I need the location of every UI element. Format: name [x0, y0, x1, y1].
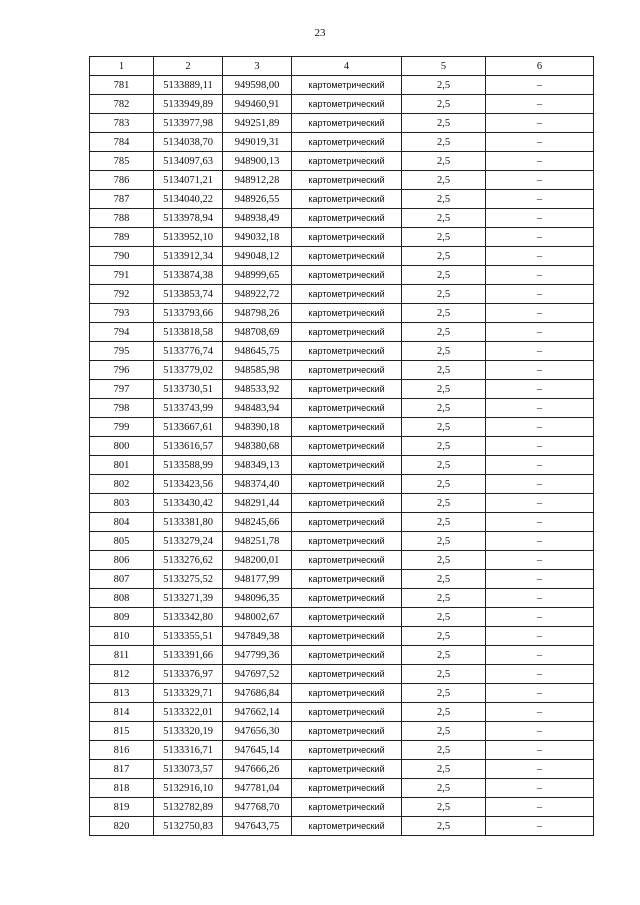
cell-point-number: 815	[90, 722, 154, 741]
cell-method: картометрический	[292, 456, 402, 475]
cell-method: картометрический	[292, 209, 402, 228]
cell-accuracy: 2,5	[402, 817, 486, 836]
cell-x: 5133376,97	[154, 665, 223, 684]
cell-y: 949032,18	[223, 228, 292, 247]
cell-x: 5134038,70	[154, 133, 223, 152]
cell-description: –	[486, 228, 594, 247]
column-header-point-number: 1	[90, 57, 154, 76]
cell-accuracy: 2,5	[402, 741, 486, 760]
cell-method: картометрический	[292, 152, 402, 171]
cell-description: –	[486, 646, 594, 665]
cell-point-number: 796	[90, 361, 154, 380]
cell-x: 5133952,10	[154, 228, 223, 247]
cell-point-number: 794	[90, 323, 154, 342]
cell-accuracy: 2,5	[402, 247, 486, 266]
cell-y: 947656,30	[223, 722, 292, 741]
cell-accuracy: 2,5	[402, 342, 486, 361]
cell-accuracy: 2,5	[402, 627, 486, 646]
cell-x: 5133275,52	[154, 570, 223, 589]
cell-method: картометрический	[292, 380, 402, 399]
cell-accuracy: 2,5	[402, 266, 486, 285]
table-row	[90, 247, 594, 266]
cell-accuracy: 2,5	[402, 285, 486, 304]
cell-x: 5133279,24	[154, 532, 223, 551]
cell-accuracy: 2,5	[402, 95, 486, 114]
coordinates-table	[89, 56, 594, 836]
cell-accuracy: 2,5	[402, 589, 486, 608]
table-row	[90, 494, 594, 513]
cell-description: –	[486, 798, 594, 817]
cell-y: 949019,31	[223, 133, 292, 152]
table-row	[90, 475, 594, 494]
cell-description: –	[486, 209, 594, 228]
cell-accuracy: 2,5	[402, 133, 486, 152]
table-row	[90, 798, 594, 817]
table-row	[90, 817, 594, 836]
cell-point-number: 781	[90, 76, 154, 95]
cell-description: –	[486, 741, 594, 760]
cell-point-number: 804	[90, 513, 154, 532]
cell-method: картометрический	[292, 722, 402, 741]
cell-description: –	[486, 608, 594, 627]
cell-description: –	[486, 418, 594, 437]
column-header-description: 6	[486, 57, 594, 76]
cell-point-number: 786	[90, 171, 154, 190]
cell-accuracy: 2,5	[402, 437, 486, 456]
cell-description: –	[486, 665, 594, 684]
cell-description: –	[486, 95, 594, 114]
cell-y: 948938,49	[223, 209, 292, 228]
cell-x: 5133949,89	[154, 95, 223, 114]
cell-method: картометрический	[292, 399, 402, 418]
cell-method: картометрический	[292, 627, 402, 646]
cell-y: 948002,67	[223, 608, 292, 627]
cell-method: картометрический	[292, 247, 402, 266]
cell-y: 949598,00	[223, 76, 292, 95]
cell-y: 948177,99	[223, 570, 292, 589]
cell-description: –	[486, 494, 594, 513]
cell-x: 5133743,99	[154, 399, 223, 418]
cell-method: картометрический	[292, 570, 402, 589]
cell-point-number: 787	[90, 190, 154, 209]
cell-method: картометрический	[292, 266, 402, 285]
cell-description: –	[486, 437, 594, 456]
cell-description: –	[486, 456, 594, 475]
cell-y: 947666,26	[223, 760, 292, 779]
page-number: 23	[314, 27, 326, 39]
table-row	[90, 323, 594, 342]
cell-point-number: 808	[90, 589, 154, 608]
cell-point-number: 790	[90, 247, 154, 266]
cell-point-number: 788	[90, 209, 154, 228]
cell-method: картометрический	[292, 133, 402, 152]
cell-x: 5133322,01	[154, 703, 223, 722]
cell-accuracy: 2,5	[402, 532, 486, 551]
cell-accuracy: 2,5	[402, 152, 486, 171]
cell-x: 5133776,74	[154, 342, 223, 361]
cell-x: 5134071,21	[154, 171, 223, 190]
cell-y: 948926,55	[223, 190, 292, 209]
cell-accuracy: 2,5	[402, 703, 486, 722]
table-row	[90, 228, 594, 247]
cell-point-number: 818	[90, 779, 154, 798]
cell-description: –	[486, 589, 594, 608]
table-body	[90, 76, 594, 836]
cell-accuracy: 2,5	[402, 114, 486, 133]
table-row	[90, 152, 594, 171]
cell-method: картометрический	[292, 532, 402, 551]
cell-x: 5133730,51	[154, 380, 223, 399]
cell-y: 948922,72	[223, 285, 292, 304]
cell-method: картометрический	[292, 95, 402, 114]
cell-x: 5134097,63	[154, 152, 223, 171]
cell-accuracy: 2,5	[402, 418, 486, 437]
cell-method: картометрический	[292, 228, 402, 247]
cell-y: 948251,78	[223, 532, 292, 551]
cell-accuracy: 2,5	[402, 665, 486, 684]
cell-point-number: 819	[90, 798, 154, 817]
cell-x: 5133912,34	[154, 247, 223, 266]
cell-description: –	[486, 532, 594, 551]
cell-point-number: 814	[90, 703, 154, 722]
cell-accuracy: 2,5	[402, 494, 486, 513]
cell-point-number: 783	[90, 114, 154, 133]
cell-accuracy: 2,5	[402, 171, 486, 190]
cell-x: 5133423,56	[154, 475, 223, 494]
cell-y: 947768,70	[223, 798, 292, 817]
cell-accuracy: 2,5	[402, 570, 486, 589]
cell-accuracy: 2,5	[402, 361, 486, 380]
cell-point-number: 795	[90, 342, 154, 361]
cell-point-number: 793	[90, 304, 154, 323]
cell-point-number: 817	[90, 760, 154, 779]
cell-accuracy: 2,5	[402, 760, 486, 779]
cell-method: картометрический	[292, 665, 402, 684]
cell-y: 949251,89	[223, 114, 292, 133]
table-row	[90, 703, 594, 722]
cell-x: 5132782,89	[154, 798, 223, 817]
cell-point-number: 800	[90, 437, 154, 456]
column-header-y: 3	[223, 57, 292, 76]
cell-x: 5133818,58	[154, 323, 223, 342]
cell-description: –	[486, 190, 594, 209]
cell-point-number: 811	[90, 646, 154, 665]
table-row	[90, 133, 594, 152]
table-row	[90, 570, 594, 589]
cell-method: картометрический	[292, 304, 402, 323]
cell-x: 5133874,38	[154, 266, 223, 285]
cell-y: 948585,98	[223, 361, 292, 380]
cell-point-number: 789	[90, 228, 154, 247]
cell-point-number: 820	[90, 817, 154, 836]
cell-description: –	[486, 133, 594, 152]
cell-method: картометрический	[292, 589, 402, 608]
table-row	[90, 304, 594, 323]
cell-accuracy: 2,5	[402, 304, 486, 323]
cell-description: –	[486, 817, 594, 836]
cell-point-number: 812	[90, 665, 154, 684]
cell-accuracy: 2,5	[402, 456, 486, 475]
cell-description: –	[486, 342, 594, 361]
table-row	[90, 418, 594, 437]
cell-x: 5134040,22	[154, 190, 223, 209]
table-row	[90, 171, 594, 190]
cell-x: 5133978,94	[154, 209, 223, 228]
cell-y: 948390,18	[223, 418, 292, 437]
table-row	[90, 608, 594, 627]
cell-description: –	[486, 380, 594, 399]
cell-method: картометрический	[292, 285, 402, 304]
cell-accuracy: 2,5	[402, 76, 486, 95]
cell-x: 5133316,71	[154, 741, 223, 760]
column-header-x: 2	[154, 57, 223, 76]
cell-x: 5133320,19	[154, 722, 223, 741]
cell-point-number: 802	[90, 475, 154, 494]
cell-accuracy: 2,5	[402, 190, 486, 209]
cell-description: –	[486, 684, 594, 703]
cell-point-number: 792	[90, 285, 154, 304]
cell-description: –	[486, 627, 594, 646]
cell-x: 5133853,74	[154, 285, 223, 304]
cell-description: –	[486, 114, 594, 133]
table-row	[90, 513, 594, 532]
table-row	[90, 627, 594, 646]
cell-method: картометрический	[292, 76, 402, 95]
cell-method: картометрический	[292, 798, 402, 817]
cell-y: 947849,38	[223, 627, 292, 646]
cell-method: картометрический	[292, 342, 402, 361]
table-row	[90, 399, 594, 418]
cell-y: 948533,92	[223, 380, 292, 399]
cell-point-number: 809	[90, 608, 154, 627]
cell-method: картометрический	[292, 684, 402, 703]
cell-y: 948096,35	[223, 589, 292, 608]
cell-y: 948708,69	[223, 323, 292, 342]
cell-description: –	[486, 323, 594, 342]
cell-method: картометрический	[292, 171, 402, 190]
cell-accuracy: 2,5	[402, 209, 486, 228]
cell-y: 947781,04	[223, 779, 292, 798]
cell-method: картометрический	[292, 437, 402, 456]
cell-accuracy: 2,5	[402, 323, 486, 342]
cell-description: –	[486, 760, 594, 779]
cell-method: картометрический	[292, 361, 402, 380]
table-row	[90, 779, 594, 798]
cell-y: 947662,14	[223, 703, 292, 722]
cell-x: 5133430,42	[154, 494, 223, 513]
cell-x: 5133271,39	[154, 589, 223, 608]
cell-x: 5133073,57	[154, 760, 223, 779]
column-header-accuracy: 5	[402, 57, 486, 76]
table-row	[90, 684, 594, 703]
cell-x: 5132916,10	[154, 779, 223, 798]
cell-point-number: 803	[90, 494, 154, 513]
cell-y: 948483,94	[223, 399, 292, 418]
cell-point-number: 791	[90, 266, 154, 285]
cell-y: 949048,12	[223, 247, 292, 266]
cell-description: –	[486, 513, 594, 532]
cell-description: –	[486, 722, 594, 741]
cell-y: 947799,36	[223, 646, 292, 665]
cell-point-number: 806	[90, 551, 154, 570]
table-row	[90, 190, 594, 209]
cell-x: 5133329,71	[154, 684, 223, 703]
table-row	[90, 589, 594, 608]
cell-y: 948798,26	[223, 304, 292, 323]
cell-description: –	[486, 703, 594, 722]
cell-accuracy: 2,5	[402, 684, 486, 703]
cell-accuracy: 2,5	[402, 513, 486, 532]
cell-y: 947686,84	[223, 684, 292, 703]
cell-y: 948999,65	[223, 266, 292, 285]
cell-description: –	[486, 152, 594, 171]
cell-x: 5132750,83	[154, 817, 223, 836]
table-row	[90, 646, 594, 665]
cell-y: 948245,66	[223, 513, 292, 532]
cell-y: 948200,01	[223, 551, 292, 570]
table-row	[90, 456, 594, 475]
cell-y: 948912,28	[223, 171, 292, 190]
table-row	[90, 76, 594, 95]
cell-x: 5133342,80	[154, 608, 223, 627]
cell-point-number: 810	[90, 627, 154, 646]
cell-method: картометрический	[292, 608, 402, 627]
cell-description: –	[486, 475, 594, 494]
cell-x: 5133276,62	[154, 551, 223, 570]
cell-x: 5133793,66	[154, 304, 223, 323]
cell-y: 948349,13	[223, 456, 292, 475]
cell-method: картометрический	[292, 703, 402, 722]
cell-y: 948380,68	[223, 437, 292, 456]
cell-description: –	[486, 285, 594, 304]
cell-method: картометрический	[292, 779, 402, 798]
table-row	[90, 209, 594, 228]
cell-accuracy: 2,5	[402, 646, 486, 665]
table-row	[90, 285, 594, 304]
cell-accuracy: 2,5	[402, 779, 486, 798]
cell-accuracy: 2,5	[402, 399, 486, 418]
cell-y: 949460,91	[223, 95, 292, 114]
cell-point-number: 816	[90, 741, 154, 760]
cell-x: 5133588,99	[154, 456, 223, 475]
cell-x: 5133381,80	[154, 513, 223, 532]
cell-method: картометрический	[292, 760, 402, 779]
cell-accuracy: 2,5	[402, 475, 486, 494]
cell-point-number: 784	[90, 133, 154, 152]
cell-method: картометрический	[292, 190, 402, 209]
cell-point-number: 798	[90, 399, 154, 418]
cell-x: 5133391,66	[154, 646, 223, 665]
cell-y: 947643,75	[223, 817, 292, 836]
cell-accuracy: 2,5	[402, 722, 486, 741]
cell-method: картометрический	[292, 817, 402, 836]
cell-x: 5133977,98	[154, 114, 223, 133]
table-row	[90, 361, 594, 380]
cell-description: –	[486, 779, 594, 798]
cell-method: картометрический	[292, 741, 402, 760]
table-row	[90, 95, 594, 114]
cell-method: картометрический	[292, 475, 402, 494]
cell-method: картометрический	[292, 418, 402, 437]
cell-method: картометрический	[292, 513, 402, 532]
table-row	[90, 342, 594, 361]
cell-description: –	[486, 361, 594, 380]
cell-point-number: 807	[90, 570, 154, 589]
table-row	[90, 760, 594, 779]
cell-y: 947697,52	[223, 665, 292, 684]
cell-point-number: 805	[90, 532, 154, 551]
cell-method: картометрический	[292, 323, 402, 342]
cell-point-number: 797	[90, 380, 154, 399]
cell-x: 5133779,02	[154, 361, 223, 380]
cell-point-number: 813	[90, 684, 154, 703]
cell-method: картометрический	[292, 114, 402, 133]
cell-description: –	[486, 171, 594, 190]
cell-y: 947645,14	[223, 741, 292, 760]
cell-point-number: 782	[90, 95, 154, 114]
table-row	[90, 551, 594, 570]
column-header-method: 4	[292, 57, 402, 76]
table-row	[90, 665, 594, 684]
cell-method: картометрический	[292, 551, 402, 570]
table-row	[90, 380, 594, 399]
table-header-row	[90, 57, 594, 76]
cell-accuracy: 2,5	[402, 228, 486, 247]
cell-y: 948645,75	[223, 342, 292, 361]
cell-description: –	[486, 266, 594, 285]
cell-x: 5133667,61	[154, 418, 223, 437]
cell-point-number: 801	[90, 456, 154, 475]
table-row	[90, 532, 594, 551]
cell-accuracy: 2,5	[402, 798, 486, 817]
cell-accuracy: 2,5	[402, 551, 486, 570]
cell-y: 948374,40	[223, 475, 292, 494]
cell-y: 948900,13	[223, 152, 292, 171]
cell-description: –	[486, 551, 594, 570]
cell-method: картометрический	[292, 646, 402, 665]
cell-description: –	[486, 304, 594, 323]
cell-y: 948291,44	[223, 494, 292, 513]
cell-description: –	[486, 399, 594, 418]
table-row	[90, 114, 594, 133]
cell-x: 5133355,51	[154, 627, 223, 646]
table-row	[90, 266, 594, 285]
cell-method: картометрический	[292, 494, 402, 513]
cell-description: –	[486, 570, 594, 589]
table-row	[90, 722, 594, 741]
cell-description: –	[486, 76, 594, 95]
cell-accuracy: 2,5	[402, 608, 486, 627]
table-row	[90, 437, 594, 456]
cell-point-number: 799	[90, 418, 154, 437]
cell-x: 5133889,11	[154, 76, 223, 95]
table-row	[90, 741, 594, 760]
cell-accuracy: 2,5	[402, 380, 486, 399]
cell-description: –	[486, 247, 594, 266]
cell-point-number: 785	[90, 152, 154, 171]
cell-x: 5133616,57	[154, 437, 223, 456]
